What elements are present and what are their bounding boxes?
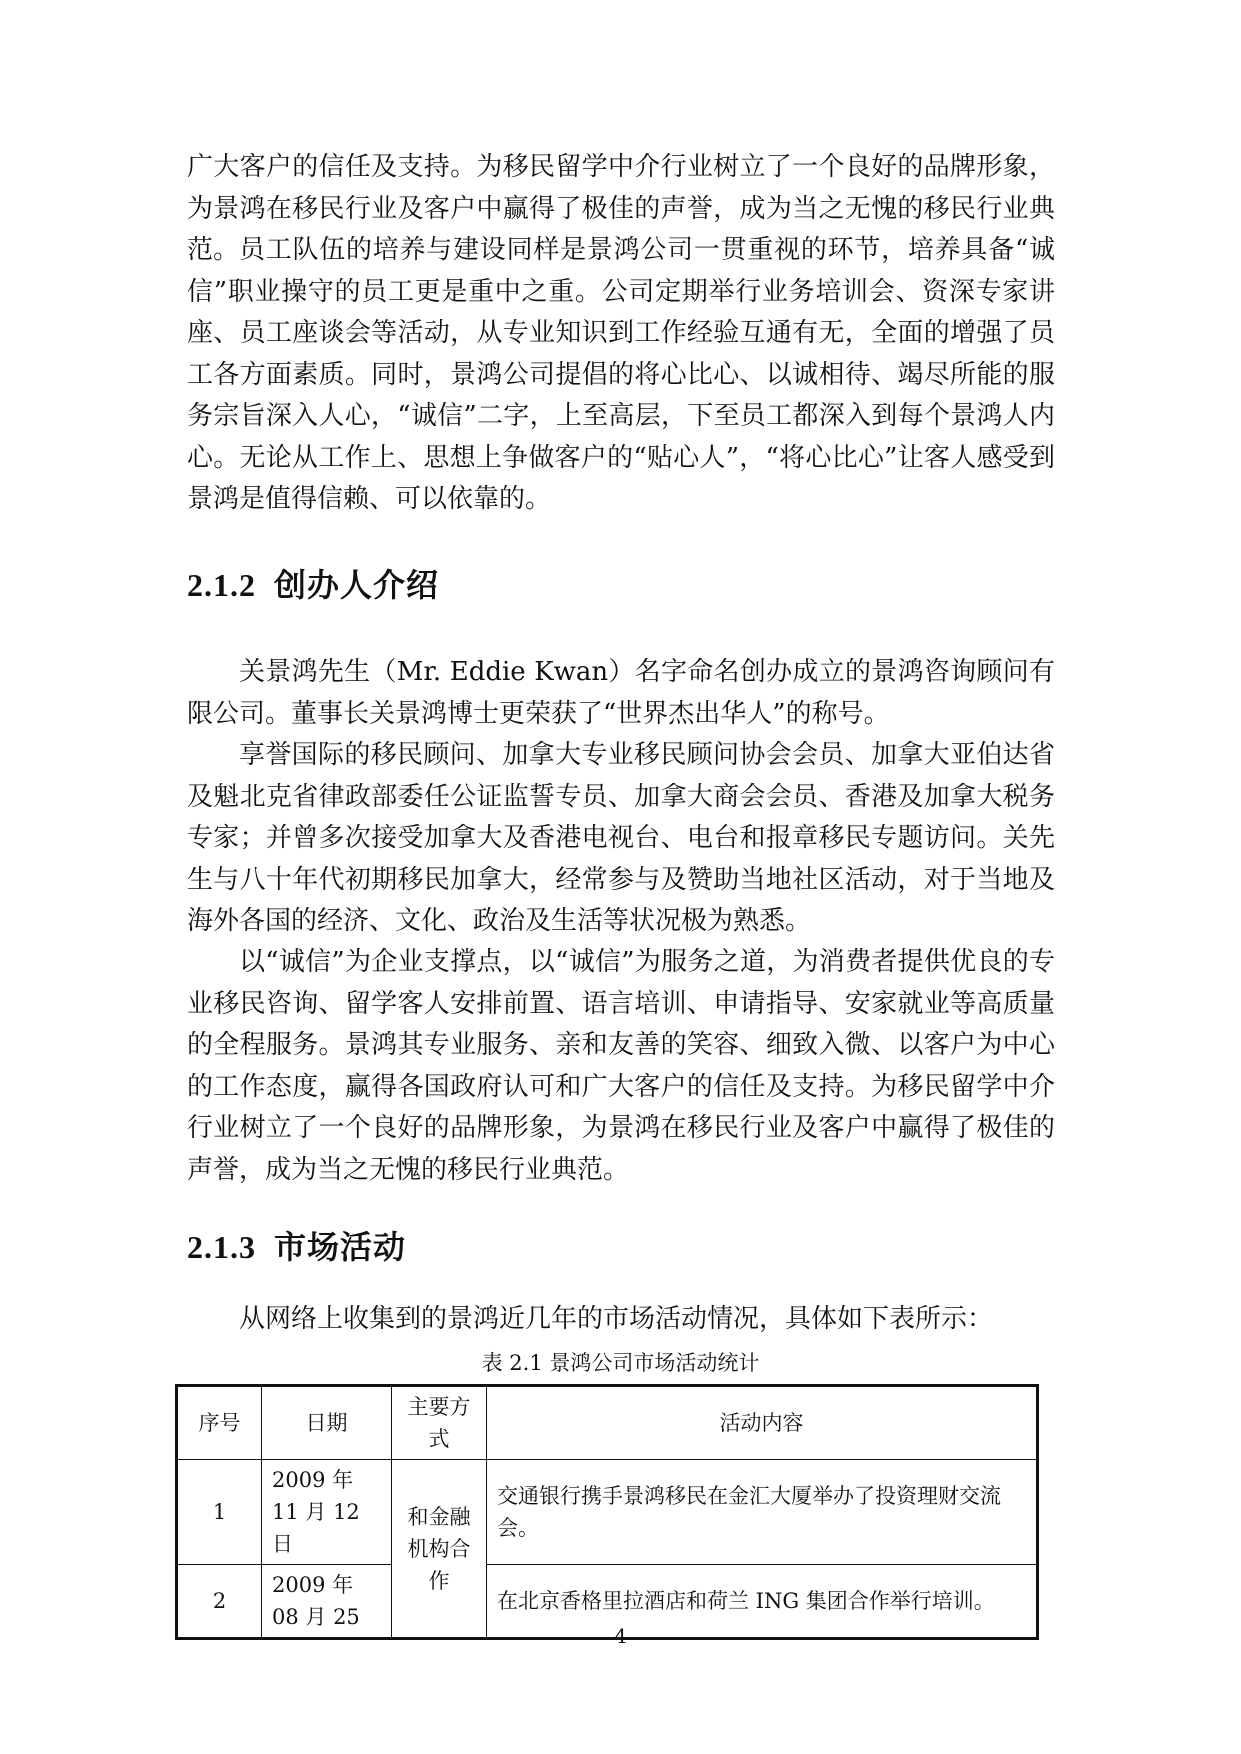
table-caption: 表 2.1 景鸿公司市场活动统计 bbox=[481, 1351, 760, 1375]
paragraph-4: 享誉国际的移民顾问、加拿大专业移民顾问协会会员、加拿大亚伯达省及魁北克省律政部委任公证监誓专员、加拿大商会会员、香港及加拿大税务专家；并曾多次接受加拿大及香港电视台、电台和报章移民专题访问。关先生与八十年代初期移民加拿大，经常参与及赞助当地社区活动，对于当地及海外各国的经济、文化、政治及生活等状况极为熟悉。 bbox=[187, 740, 1055, 936]
market-activity-table bbox=[175, 1384, 1039, 1640]
header-no: 序号 bbox=[177, 1386, 262, 1460]
section-number: 2.1.3 bbox=[187, 1229, 256, 1265]
row-content: 在北京香格里拉酒店和荷兰 ING 集团合作举行培训。 bbox=[487, 1565, 1038, 1639]
paragraph-6: 从网络上收集到的景鸿近几年的市场活动情况，具体如下表所示： bbox=[239, 1304, 994, 1334]
paragraph-1: 广大客户的信任及支持。为移民留学中介行业树立了一个良好的品牌形象，为景鸿在移民行业及客户中赢得了极佳的声誉，成为当之无愧的移民行业典范。 bbox=[187, 152, 1055, 265]
section-title: 创办人介绍 bbox=[274, 566, 440, 604]
paragraph-3: 关景鸿先生（Mr. Eddie Kwan）名字命名创办成立的景鸿咨询顾问有限公司。董事长关景鸿博士更荣获了“世界杰出华人”的称号。 bbox=[187, 657, 1055, 729]
section-heading-2-1-3 bbox=[187, 1222, 406, 1268]
paragraph-2: 员工队伍的培养与建设同样是景鸿公司一贯重视的环节，培养具备“诚信”职业操守的员工更是重中之重。公司定期举行业务培训会、资深专家讲座、员工座谈会等活动，从专业知识到工作经验互通有无，全面的增强了员工各方面素质。同时，景鸿公司提倡的将心比心、以诚相待、竭尽所能的服务宗旨深入人心，“诚信”二字，上至高层，下至员工都深入到每个景鸿人内心。无论从工作上、思想上争做客户的“贴心人”，“将心比心”让客人感受到景鸿是值得信赖、可以依靠的。 bbox=[187, 235, 1055, 514]
row-date: 2009 年 11 月 12 日 bbox=[262, 1460, 392, 1565]
row-number: 2 bbox=[177, 1565, 262, 1639]
section-heading-2-1-2 bbox=[187, 560, 439, 606]
section-title: 市场活动 bbox=[274, 1228, 407, 1266]
row-content: 交通银行携手景鸿移民在金汇大厦举办了投资理财交流会。 bbox=[487, 1460, 1038, 1565]
page-number: 4 bbox=[614, 1624, 627, 1648]
header-date: 日期 bbox=[262, 1386, 392, 1460]
header-method: 主要方式 bbox=[392, 1386, 487, 1460]
table-header-row bbox=[177, 1386, 1038, 1460]
header-content: 活动内容 bbox=[487, 1386, 1038, 1460]
paragraph-5: 以“诚信”为企业支撑点，以“诚信”为服务之道，为消费者提供优良的专业移民咨询、留学客人安排前置、语言培训、申请指导、安家就业等高质量的全程服务。景鸿其专业服务、亲和友善的笑容、细致入微、以客户为中心的工作态度，赢得各国政府认可和广大客户的信任及支持。为移民留学中介行业树立了一个良好的品牌形象，为景鸿在移民行业及客户中赢得了极佳的声誉，成为当之无愧的移民行业典范。 bbox=[187, 947, 1055, 1185]
table-row bbox=[177, 1460, 1038, 1565]
row-date: 2009 年 08 月 25 bbox=[262, 1565, 392, 1639]
row-number: 1 bbox=[177, 1460, 262, 1565]
section-number: 2.1.2 bbox=[187, 567, 256, 603]
row-method: 和金融机构合作 bbox=[392, 1460, 487, 1639]
